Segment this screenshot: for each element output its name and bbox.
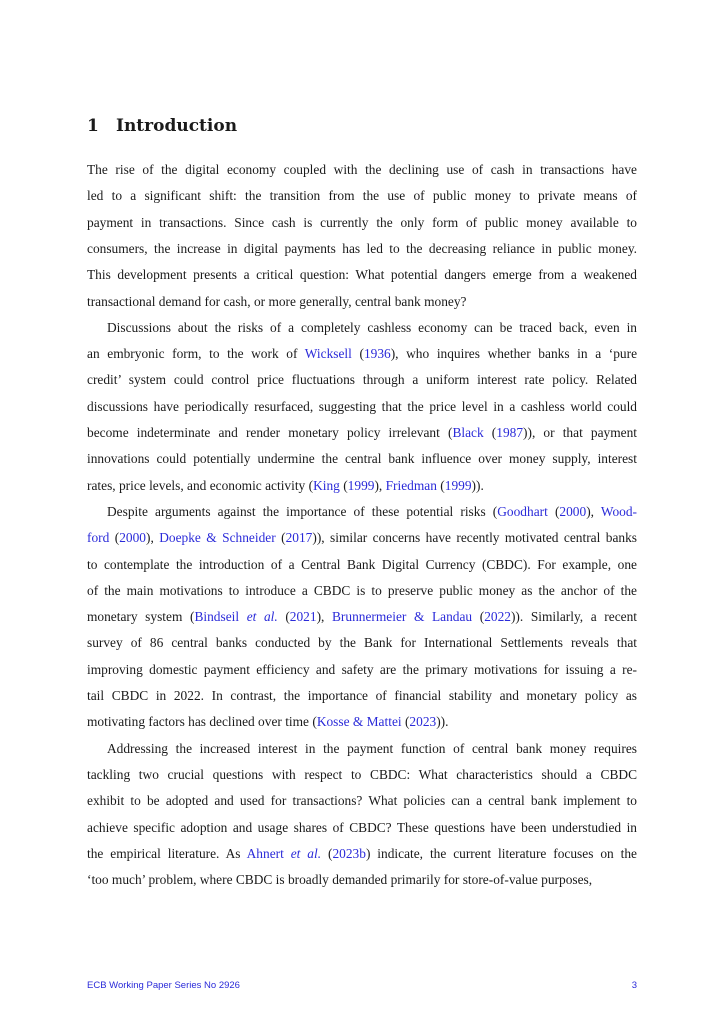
paragraph-3-line	[87, 607, 637, 627]
text-run: ),	[586, 503, 601, 519]
text-run: exhibit to be adopted and used for transactions? What policies can a central bank implement to	[87, 793, 637, 809]
text-run: to contemplate the introduction of a Central Bank Digital Currency (CBDC). For example, one	[87, 556, 637, 572]
text-run: transactional demand for cash, or more generally, central bank money?	[87, 293, 467, 309]
text-run: (	[472, 609, 485, 625]
text-run: (	[109, 530, 120, 546]
citation-link[interactable]: 2021	[289, 609, 317, 625]
paragraph-4-line	[87, 818, 637, 838]
section-number: 1	[87, 116, 99, 136]
citation-link[interactable]: et al.	[246, 609, 278, 625]
paragraph-1-line	[87, 265, 637, 285]
text-run: payment in transactions. Since cash is currently the only form of public money available to	[87, 214, 637, 230]
paragraph-2-line	[87, 449, 637, 469]
citation-link[interactable]: Kosse & Mattei	[316, 714, 402, 730]
paragraph-2-line	[87, 423, 637, 443]
text-run: ) indicate, the current literature focuses on the	[365, 845, 637, 861]
text-run: discussions have periodically resurfaced, suggesting that the price level in a cashless world could	[87, 398, 637, 414]
citation-link[interactable]: Black	[452, 425, 484, 440]
text-run: )).	[436, 714, 449, 730]
text-run: (	[351, 346, 364, 362]
text-run: (	[339, 477, 348, 493]
text-run: This development presents a critical question: What potential dangers emerge from a weakened	[87, 267, 637, 283]
text-run: (	[401, 714, 410, 730]
paragraph-4-line	[87, 791, 637, 811]
paragraph-3-line	[87, 633, 637, 653]
citation-link[interactable]: 1987	[496, 425, 524, 440]
paragraph-3-line	[87, 581, 637, 601]
citation-link[interactable]: King	[313, 477, 340, 493]
text-run: motivating factors has declined over time (	[87, 714, 317, 730]
paragraph-4-line	[107, 739, 637, 759]
text-run: achieve specific adoption and usage shares of CBDC? These questions have been understudied in	[87, 819, 637, 835]
paragraph-2-line	[87, 370, 637, 390]
text-run: ‘too much’ problem, where CBDC is broadly demanded primarily for store-of-value purposes,	[87, 872, 593, 888]
text-run: innovations could potentially undermine the central bank influence over money supply, interest	[87, 451, 637, 467]
citation-link[interactable]: 1999	[444, 477, 472, 493]
paragraph-3-line	[87, 528, 637, 548]
paragraph-3-line	[87, 686, 637, 706]
citation-link[interactable]: 2000	[559, 503, 587, 519]
text-run: monetary system (	[87, 609, 195, 625]
text-run: (	[483, 425, 497, 440]
text-run: (	[547, 503, 560, 519]
text-run: of the main motivations to introduce a CBDC is to preserve public money as the anchor of the	[87, 582, 637, 598]
text-run: improving domestic payment efficiency and safety are the primary motivations for issuing a re-	[87, 661, 637, 677]
text-run: )).	[471, 477, 484, 493]
citation-link[interactable]: Brunnermeier & Landau	[331, 609, 473, 625]
citation-link[interactable]: 1936	[363, 346, 391, 362]
text-run: Addressing the increased interest in the payment function of central bank money requires	[107, 740, 637, 756]
citation-link[interactable]: 2023	[409, 714, 437, 730]
citation-link[interactable]: 2023b	[332, 845, 366, 861]
text-run: an embryonic form, to the work of	[87, 346, 305, 362]
paragraph-1-line	[87, 239, 637, 259]
paragraph-3-line	[87, 660, 637, 680]
paragraph-3-line	[87, 712, 637, 732]
citation-link[interactable]: Wood-	[600, 503, 637, 519]
text-run: )), or that payment	[523, 425, 637, 440]
paragraph-2-line	[107, 318, 637, 338]
paragraph-1-line	[87, 213, 637, 233]
text-run: (	[277, 609, 290, 625]
text-run: rates, price levels, and economic activity (	[87, 477, 314, 493]
citation-link[interactable]: Doepke & Schneider	[159, 530, 276, 546]
text-run: )), similar concerns have recently motivated central banks	[312, 530, 637, 546]
text-run: consumers, the increase in digital payments has led to the decreasing reliance in public money.	[87, 240, 637, 256]
paragraph-3-line	[107, 502, 637, 522]
citation-link[interactable]: Wicksell	[304, 346, 352, 362]
citation-link[interactable]: 2017	[285, 530, 313, 546]
text-run: credit’ system could control price fluctuations through a uniform interest rate policy. Related	[87, 372, 637, 388]
text-run: ),	[374, 477, 386, 493]
paragraph-4-line	[87, 870, 637, 890]
section-title: Introduction	[116, 116, 238, 136]
paragraph-2-line	[87, 344, 637, 364]
paragraph-1-line	[87, 186, 637, 206]
paragraph-1-line	[87, 160, 637, 180]
citation-link[interactable]: ford	[87, 530, 110, 546]
text-run: )). Similarly, a recent	[510, 609, 637, 625]
citation-link[interactable]: 2000	[119, 530, 146, 546]
text-run: The rise of the digital economy coupled with the declining use of cash in transactions have	[87, 162, 637, 177]
text-run: (	[436, 477, 445, 493]
citation-link[interactable]: Friedman	[385, 477, 437, 493]
paragraph-1-line	[87, 292, 637, 312]
text-run: ), who inquires whether banks in a ‘pure	[390, 346, 637, 362]
text-run: tackling two crucial questions with respect to CBDC: What characteristics should a CBDC	[87, 766, 637, 782]
footer-page-number[interactable]: 3	[631, 980, 637, 991]
text-run: Despite arguments against the importance of these potential risks (	[107, 503, 498, 519]
text-run: led to a significant shift: the transition from the use of public money to private means of	[87, 188, 637, 204]
paragraph-4-line	[87, 765, 637, 785]
text-run: (	[275, 530, 286, 546]
citation-link[interactable]: Goodhart	[497, 503, 548, 519]
citation-link[interactable]: Ahnert	[246, 845, 291, 861]
text-run: ),	[145, 530, 160, 546]
text-run: survey of 86 central banks conducted by the Bank for International Settlements reveals that	[87, 635, 637, 651]
paragraph-2-line	[87, 476, 637, 496]
paragraph-2-line	[87, 397, 637, 417]
section-heading	[87, 116, 237, 136]
citation-link[interactable]: 2022	[484, 609, 511, 625]
text-run: (	[321, 845, 333, 861]
text-run: tail CBDC in 2022. In contrast, the importance of financial stability and monetary policy as	[87, 688, 637, 703]
text-run: the empirical literature. As	[87, 845, 247, 861]
paragraph-3-line	[87, 555, 637, 575]
citation-link[interactable]: Bindseil	[194, 609, 247, 625]
text-run: Discussions about the risks of a completely cashless economy can be traced back, even in	[107, 319, 637, 335]
citation-link[interactable]: et al.	[290, 845, 322, 861]
paragraph-4-line	[87, 844, 637, 864]
footer-series[interactable]: ECB Working Paper Series No 2926	[87, 980, 240, 991]
text-run: become indeterminate and render monetary policy irrelevant (	[87, 425, 453, 440]
text-run: ),	[316, 609, 332, 625]
citation-link[interactable]: 1999	[347, 477, 375, 493]
